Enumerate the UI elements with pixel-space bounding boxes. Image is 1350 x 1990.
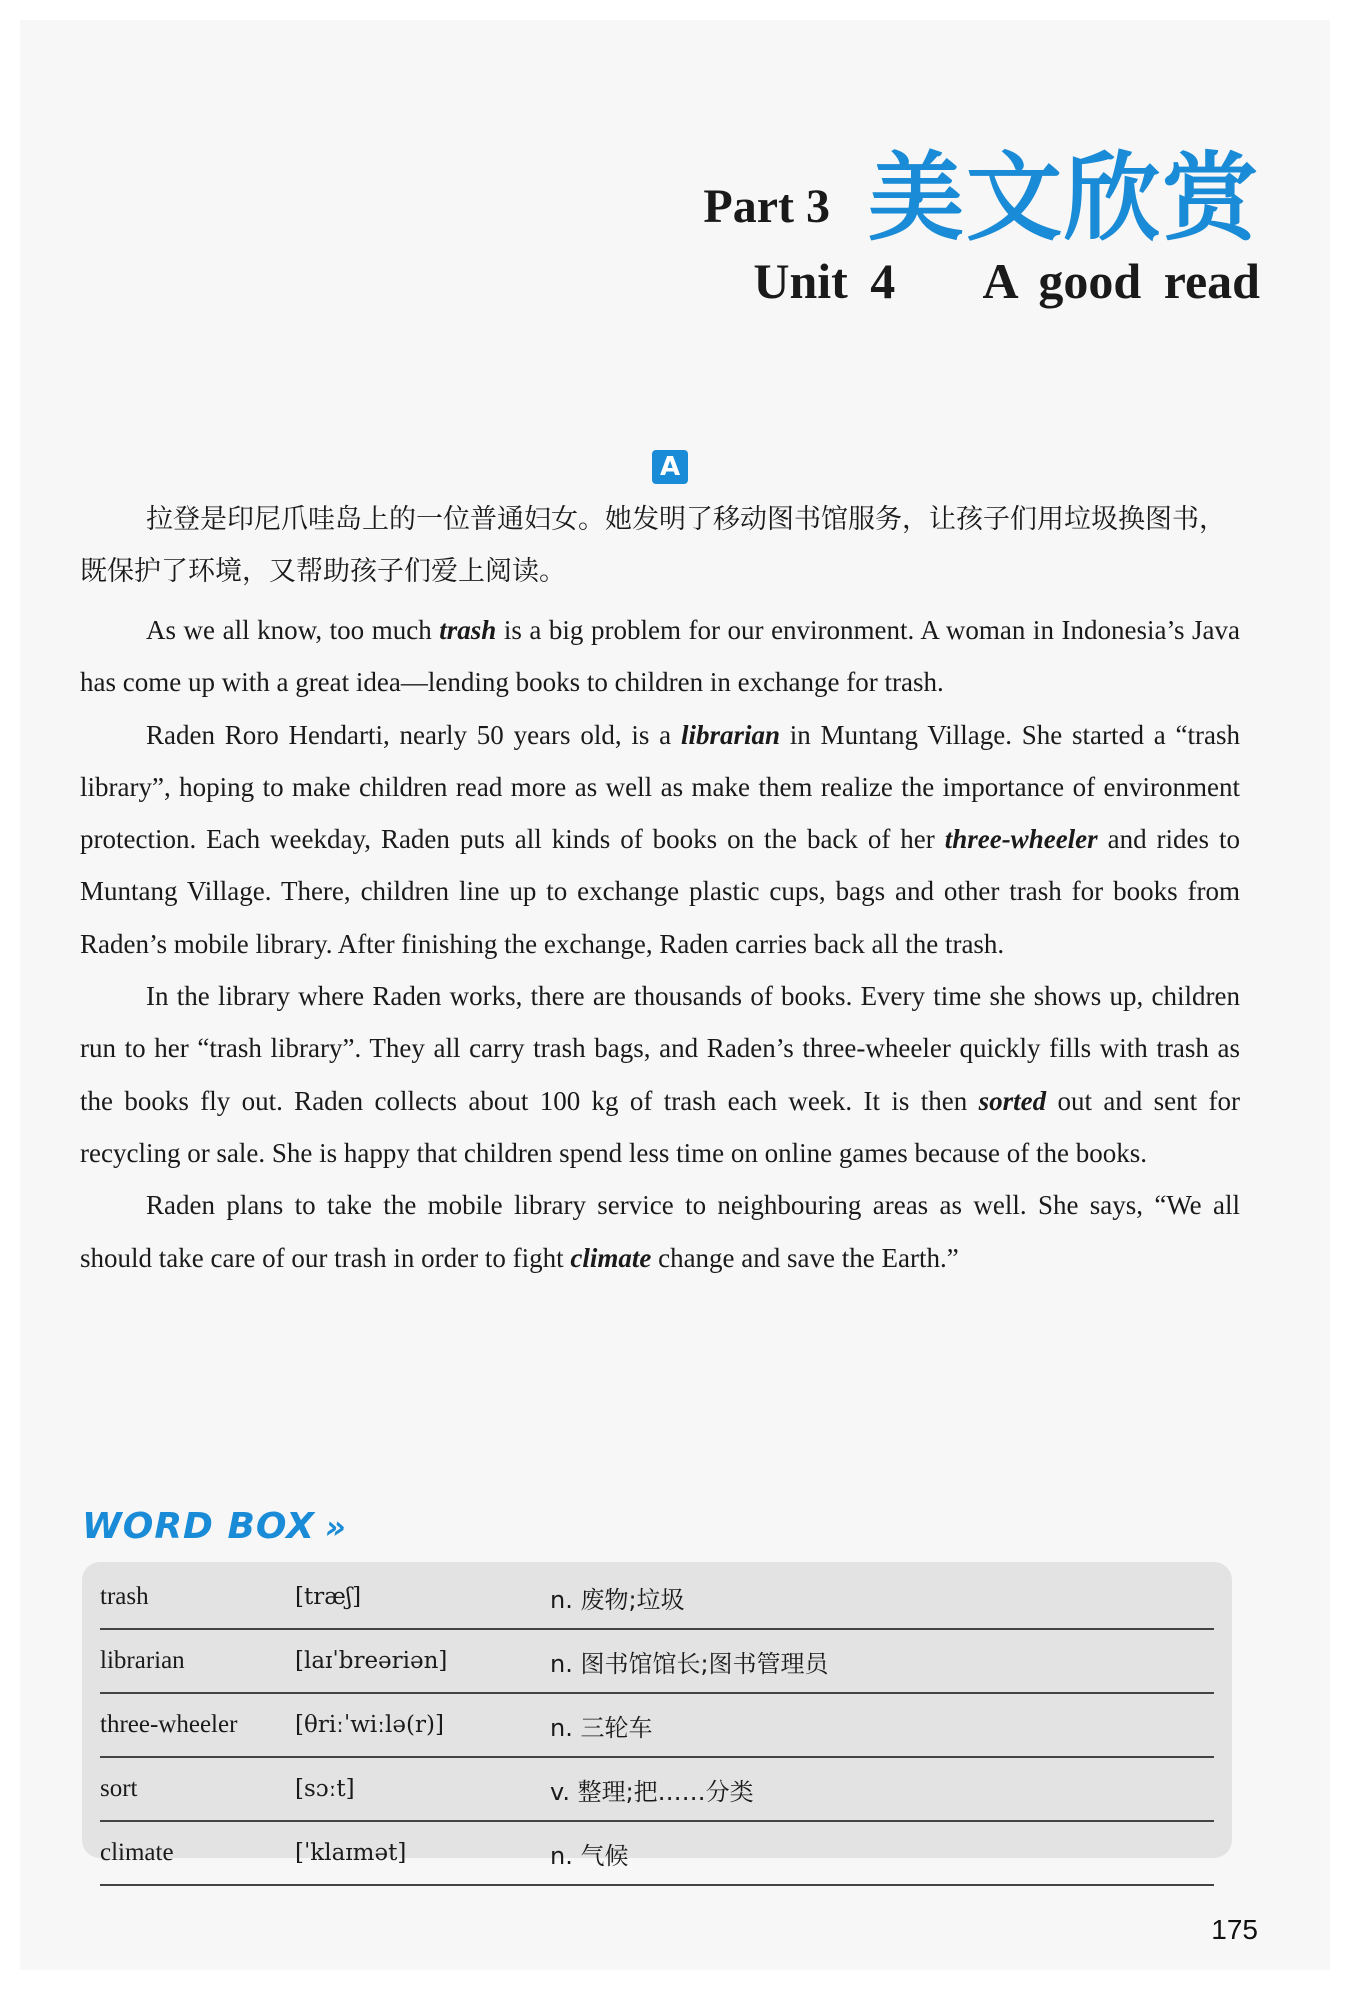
word-phonetic: [laɪˈbreəriən]	[295, 1648, 448, 1674]
word-definition: n. 气候	[550, 1841, 629, 1870]
article-body	[80, 604, 1240, 1284]
word-phonetic: [sɔːt]	[295, 1776, 355, 1802]
text-run: and rides to Muntang Village. There, children line up to exchange plastic cups, bags and other trash for books from Raden’s mobile library. After finishing the exchange, Raden carries back all the trash.	[80, 824, 1240, 959]
chevron-right-icon: »	[324, 1508, 347, 1546]
vocab-highlight-climate: climate	[570, 1242, 652, 1273]
text-run: Raden Roro Hendarti, nearly 50 years old, is a	[146, 719, 681, 750]
part-row	[703, 142, 1260, 254]
section-badge: A	[652, 450, 688, 484]
text-run: is a big problem for our environment. A woman in Indonesia’s Java has come up with a great idea—lending books to children in exchange for trash.	[80, 615, 1240, 698]
page-number: 175	[1211, 1914, 1258, 1945]
text-run: Raden plans to take the mobile library service to neighbouring areas as well. She says, “We all should take care of our trash in order to fight	[80, 1190, 1240, 1273]
part-title: 美文欣赏	[868, 142, 1260, 254]
word-definition: n. 三轮车	[550, 1713, 653, 1742]
word-row	[100, 1694, 1214, 1758]
word-box-heading	[82, 1506, 347, 1547]
article-paragraph-2	[80, 709, 1240, 970]
chinese-intro: 拉登是印尼爪哇岛上的一位普通妇女。她发明了移动图书馆服务，让孩子们用垃圾换图书，既保护了环境，又帮助孩子们爱上阅读。	[80, 504, 1226, 587]
vocab-highlight-sorted: sorted	[978, 1085, 1047, 1116]
word-phonetic: [ˈklaɪmət]	[295, 1840, 407, 1866]
word-term: three-wheeler	[100, 1711, 238, 1738]
word-box-table	[100, 1566, 1214, 1886]
word-box	[82, 1562, 1232, 1870]
word-definition: n. 图书馆馆长;图书管理员	[550, 1649, 829, 1678]
word-row	[100, 1822, 1214, 1886]
vocab-highlight-trash: trash	[439, 615, 497, 645]
unit-title: Unit 4 A good read	[753, 253, 1260, 309]
word-definition: v. 整理;把……分类	[550, 1777, 754, 1806]
text-run: In the library where Raden works, there are thousands of books. Every time she shows up, children run to her “trash library”. They all carry trash bags, and Raden’s three-wheeler quickly fills with trash as the books fly out. Raden collects about 100 kg of trash each week. It is then	[80, 981, 1240, 1116]
article-paragraph-4	[80, 1179, 1240, 1284]
part-label: Part 3	[703, 180, 830, 233]
text-run: change and save the Earth.”	[651, 1242, 959, 1273]
vocab-highlight-librarian: librarian	[680, 719, 780, 750]
word-row	[100, 1566, 1214, 1630]
word-phonetic: [θriːˈwiːlə(r)]	[295, 1712, 444, 1738]
word-row	[100, 1630, 1214, 1694]
word-row	[100, 1758, 1214, 1822]
text-run: As we all know, too much	[146, 615, 440, 645]
word-definition: n. 废物;垃圾	[550, 1585, 685, 1614]
article-paragraph-3	[80, 970, 1240, 1179]
word-term: trash	[100, 1583, 149, 1610]
word-phonetic: [træʃ]	[295, 1584, 362, 1610]
page-header	[703, 142, 1260, 310]
text-run: out and sent for recycling or sale. She is happy that children spend less time on online games because of the books.	[80, 1085, 1241, 1168]
text-run: in Muntang Village. She started a “trash library”, hoping to make children read more as well as make them realize the importance of environment protection. Each weekday, Raden puts all kinds of books on the back of her	[80, 719, 1241, 855]
article-paragraph-1	[80, 604, 1240, 709]
word-box-title: WORD BOX	[82, 1506, 315, 1547]
word-term: librarian	[100, 1647, 185, 1674]
word-term: climate	[100, 1839, 174, 1866]
vocab-highlight-three-wheeler: three-wheeler	[944, 824, 1098, 855]
word-term: sort	[100, 1775, 138, 1802]
